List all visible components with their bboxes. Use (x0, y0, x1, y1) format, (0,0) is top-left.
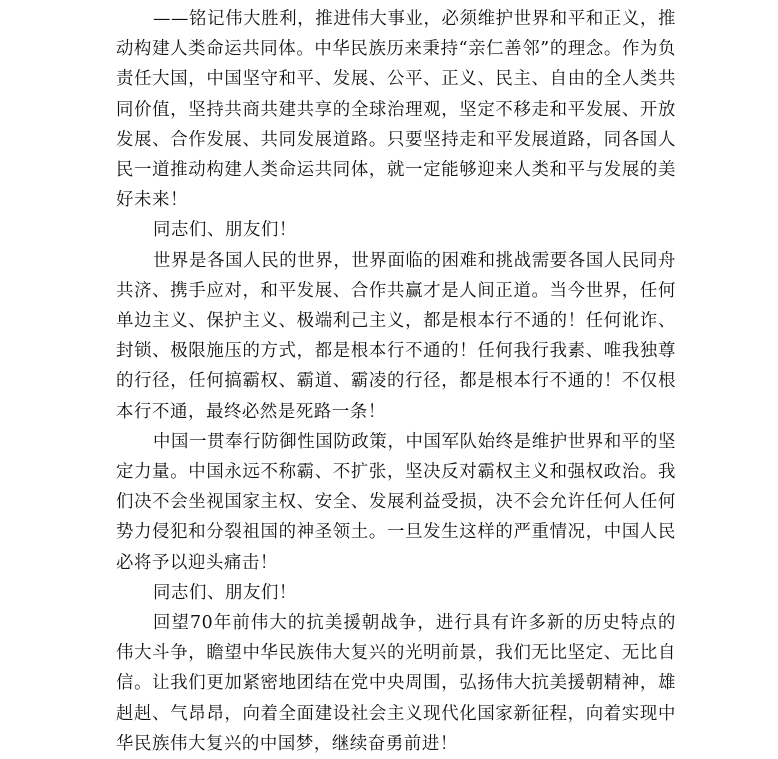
paragraph-world-of-all-peoples: 世界是各国人民的世界，世界面临的困难和挑战需要各国人民同舟共济、携手应对，和平发展、合作共赢才是人间正道。当今世界，任何单边主义、保护主义、极端利己主义，都是根本行不通的！任何讹诈、封锁、极限施压的方式，都是根本行不通的！任何我行我素、唯我独尊的行径，任何搞霸权、霸道、霸凌的行径，都是根本行不通的！不仅根本行不通，最终必然是死路一条！ (116, 250, 676, 422)
greeting-comrades-friends: 同志们、朋友们！ (153, 220, 297, 241)
paragraph-looking-back: 回望70年前伟大的抗美援朝战争，进行具有许多新的历史特点的伟大斗争，瞻望中华民族伟大复兴的光明前景，我们无比坚定、无比自信。让我们更加紧密地团结在党中央周围，弘扬伟大抗美援朝精神，雄赳赳、气昂昂，向着全面建设社会主义现代化国家新征程，向着实现中华民族伟大复兴的中国梦，继续奋勇前进！ (116, 613, 676, 754)
greeting-comrades-friends-second: 同志们、朋友们！ (153, 582, 297, 603)
paragraph-defense-policy: 中国一贯奉行防御性国防政策，中国军队始终是维护世界和平的坚定力量。中国永远不称霸、不扩张，坚决反对霸权主义和强权政治。我们决不会坐视国家主权、安全、发展利益受损，决不会允许任何人任何势力侵犯和分裂祖国的神圣领土。一旦发生这样的严重情况，中国人民必将予以迎头痛击！ (116, 431, 676, 573)
paragraph-peace-development: ——铭记伟大胜利，推进伟大事业，必须维护世界和平和正义，推动构建人类命运共同体。中华民族历来秉持“亲仁善邻”的理念。作为负责任大国，中国坚守和平、发展、公平、正义、民主、自由的全人类共同价值，坚持共商共建共享的全球治理观，坚定不移走和平发展、开放发展、合作发展、共同发展道路。只要坚持走和平发展道路，同各国人民一道推动构建人类命运共同体，就一定能够迎来人类和平与发展的美好未来！ (116, 9, 676, 211)
article-body (116, 4, 676, 759)
